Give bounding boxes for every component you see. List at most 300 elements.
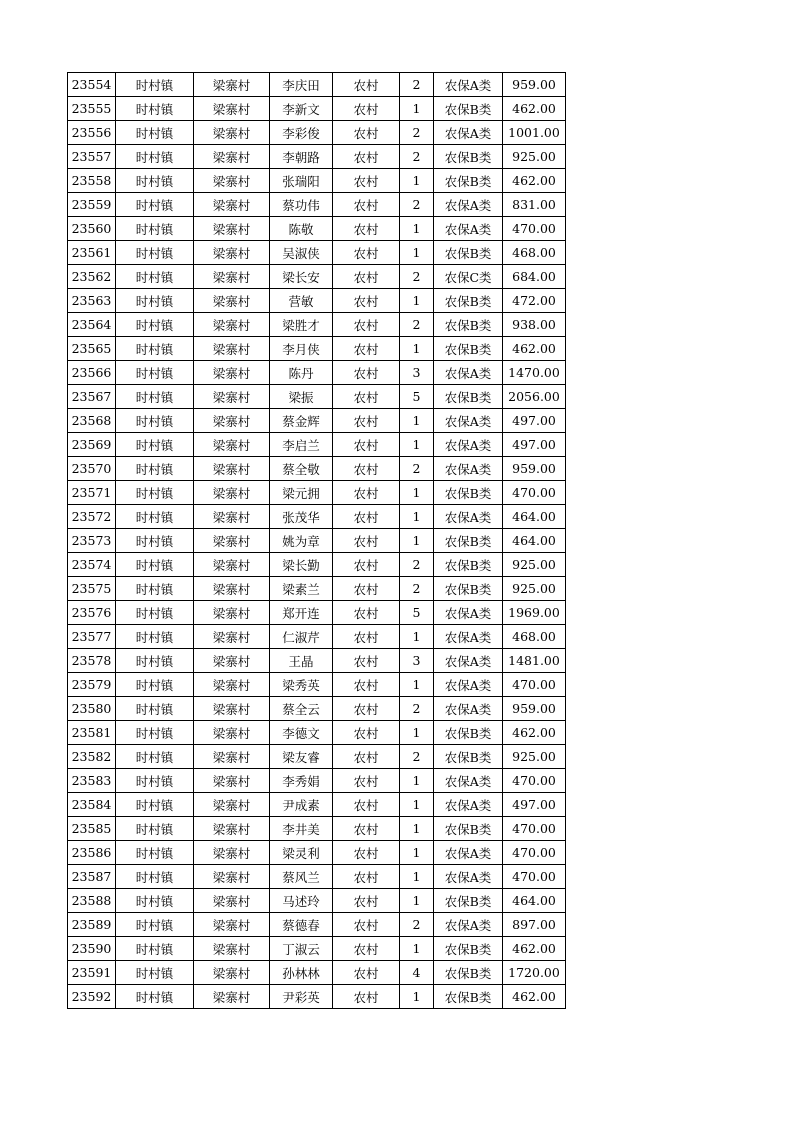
insurance-type-cell: 农保A类 <box>434 625 503 649</box>
name-cell: 李新文 <box>270 97 333 121</box>
village-cell: 梁寨村 <box>194 577 270 601</box>
village-cell: 梁寨村 <box>194 73 270 97</box>
name-cell: 孙林林 <box>270 961 333 985</box>
category-cell: 农村 <box>333 721 400 745</box>
town-cell: 时村镇 <box>116 505 194 529</box>
category-cell: 农村 <box>333 937 400 961</box>
name-cell: 梁元拥 <box>270 481 333 505</box>
insurance-type-cell: 农保A类 <box>434 193 503 217</box>
amount-cell: 1720.00 <box>503 961 566 985</box>
town-cell: 时村镇 <box>116 625 194 649</box>
town-cell: 时村镇 <box>116 601 194 625</box>
insurance-type-cell: 农保A类 <box>434 433 503 457</box>
household-size-cell: 2 <box>400 913 434 937</box>
insurance-type-cell: 农保B类 <box>434 745 503 769</box>
village-cell: 梁寨村 <box>194 601 270 625</box>
record-id-cell: 23589 <box>68 913 116 937</box>
town-cell: 时村镇 <box>116 529 194 553</box>
name-cell: 梁灵利 <box>270 841 333 865</box>
household-size-cell: 1 <box>400 721 434 745</box>
record-id-cell: 23569 <box>68 433 116 457</box>
household-size-cell: 5 <box>400 385 434 409</box>
category-cell: 农村 <box>333 865 400 889</box>
record-id-cell: 23566 <box>68 361 116 385</box>
table-row <box>68 457 566 481</box>
table-row <box>68 313 566 337</box>
name-cell: 梁秀英 <box>270 673 333 697</box>
table-row <box>68 361 566 385</box>
amount-cell: 938.00 <box>503 313 566 337</box>
category-cell: 农村 <box>333 265 400 289</box>
town-cell: 时村镇 <box>116 337 194 361</box>
amount-cell: 470.00 <box>503 865 566 889</box>
record-id-cell: 23555 <box>68 97 116 121</box>
town-cell: 时村镇 <box>116 961 194 985</box>
household-size-cell: 1 <box>400 865 434 889</box>
category-cell: 农村 <box>333 193 400 217</box>
town-cell: 时村镇 <box>116 841 194 865</box>
amount-cell: 468.00 <box>503 241 566 265</box>
village-cell: 梁寨村 <box>194 793 270 817</box>
insurance-type-cell: 农保A类 <box>434 913 503 937</box>
village-cell: 梁寨村 <box>194 841 270 865</box>
village-cell: 梁寨村 <box>194 457 270 481</box>
insurance-type-cell: 农保A类 <box>434 121 503 145</box>
table-row <box>68 601 566 625</box>
amount-cell: 684.00 <box>503 265 566 289</box>
name-cell: 梁长勤 <box>270 553 333 577</box>
category-cell: 农村 <box>333 217 400 241</box>
table-row <box>68 889 566 913</box>
category-cell: 农村 <box>333 481 400 505</box>
household-size-cell: 2 <box>400 577 434 601</box>
name-cell: 李启兰 <box>270 433 333 457</box>
amount-cell: 959.00 <box>503 73 566 97</box>
record-id-cell: 23580 <box>68 697 116 721</box>
village-cell: 梁寨村 <box>194 385 270 409</box>
name-cell: 蔡全敬 <box>270 457 333 481</box>
town-cell: 时村镇 <box>116 265 194 289</box>
village-cell: 梁寨村 <box>194 193 270 217</box>
record-id-cell: 23573 <box>68 529 116 553</box>
household-size-cell: 3 <box>400 649 434 673</box>
amount-cell: 1001.00 <box>503 121 566 145</box>
table-row <box>68 697 566 721</box>
name-cell: 梁长安 <box>270 265 333 289</box>
town-cell: 时村镇 <box>116 313 194 337</box>
insurance-type-cell: 农保A类 <box>434 505 503 529</box>
name-cell: 梁友睿 <box>270 745 333 769</box>
village-cell: 梁寨村 <box>194 217 270 241</box>
record-id-cell: 23576 <box>68 601 116 625</box>
name-cell: 李德文 <box>270 721 333 745</box>
table-row <box>68 481 566 505</box>
insurance-type-cell: 农保B类 <box>434 721 503 745</box>
village-cell: 梁寨村 <box>194 145 270 169</box>
amount-cell: 897.00 <box>503 913 566 937</box>
amount-cell: 462.00 <box>503 985 566 1009</box>
name-cell: 王晶 <box>270 649 333 673</box>
category-cell: 农村 <box>333 121 400 145</box>
category-cell: 农村 <box>333 793 400 817</box>
insurance-type-cell: 农保A类 <box>434 409 503 433</box>
record-id-cell: 23564 <box>68 313 116 337</box>
household-size-cell: 1 <box>400 841 434 865</box>
record-id-cell: 23568 <box>68 409 116 433</box>
record-id-cell: 23557 <box>68 145 116 169</box>
name-cell: 梁胜才 <box>270 313 333 337</box>
name-cell: 张瑞阳 <box>270 169 333 193</box>
amount-cell: 470.00 <box>503 673 566 697</box>
village-cell: 梁寨村 <box>194 817 270 841</box>
town-cell: 时村镇 <box>116 697 194 721</box>
record-id-cell: 23590 <box>68 937 116 961</box>
category-cell: 农村 <box>333 337 400 361</box>
household-size-cell: 1 <box>400 817 434 841</box>
amount-cell: 472.00 <box>503 289 566 313</box>
record-id-cell: 23554 <box>68 73 116 97</box>
insurance-type-cell: 农保B类 <box>434 577 503 601</box>
name-cell: 蔡功伟 <box>270 193 333 217</box>
household-size-cell: 1 <box>400 169 434 193</box>
town-cell: 时村镇 <box>116 409 194 433</box>
village-cell: 梁寨村 <box>194 313 270 337</box>
record-id-cell: 23561 <box>68 241 116 265</box>
town-cell: 时村镇 <box>116 433 194 457</box>
record-id-cell: 23577 <box>68 625 116 649</box>
household-size-cell: 2 <box>400 697 434 721</box>
name-cell: 丁淑云 <box>270 937 333 961</box>
village-cell: 梁寨村 <box>194 625 270 649</box>
category-cell: 农村 <box>333 169 400 193</box>
record-id-cell: 23565 <box>68 337 116 361</box>
insurance-type-cell: 农保A类 <box>434 673 503 697</box>
household-size-cell: 1 <box>400 433 434 457</box>
village-cell: 梁寨村 <box>194 529 270 553</box>
household-size-cell: 1 <box>400 937 434 961</box>
village-cell: 梁寨村 <box>194 265 270 289</box>
record-id-cell: 23578 <box>68 649 116 673</box>
category-cell: 农村 <box>333 289 400 313</box>
insurance-type-cell: 农保A类 <box>434 697 503 721</box>
insurance-type-cell: 农保A类 <box>434 649 503 673</box>
town-cell: 时村镇 <box>116 721 194 745</box>
record-id-cell: 23584 <box>68 793 116 817</box>
record-id-cell: 23570 <box>68 457 116 481</box>
table-row <box>68 553 566 577</box>
category-cell: 农村 <box>333 961 400 985</box>
town-cell: 时村镇 <box>116 217 194 241</box>
category-cell: 农村 <box>333 97 400 121</box>
table-row <box>68 745 566 769</box>
table-row <box>68 289 566 313</box>
village-cell: 梁寨村 <box>194 961 270 985</box>
name-cell: 李庆田 <box>270 73 333 97</box>
record-id-cell: 23563 <box>68 289 116 313</box>
village-cell: 梁寨村 <box>194 673 270 697</box>
village-cell: 梁寨村 <box>194 889 270 913</box>
table-row <box>68 265 566 289</box>
village-cell: 梁寨村 <box>194 409 270 433</box>
name-cell: 尹成素 <box>270 793 333 817</box>
table-row <box>68 385 566 409</box>
category-cell: 农村 <box>333 529 400 553</box>
village-cell: 梁寨村 <box>194 937 270 961</box>
insurance-type-cell: 农保A类 <box>434 361 503 385</box>
name-cell: 陈丹 <box>270 361 333 385</box>
table-row <box>68 721 566 745</box>
insurance-type-cell: 农保B类 <box>434 145 503 169</box>
name-cell: 张茂华 <box>270 505 333 529</box>
village-cell: 梁寨村 <box>194 649 270 673</box>
town-cell: 时村镇 <box>116 673 194 697</box>
village-cell: 梁寨村 <box>194 745 270 769</box>
insurance-type-cell: 农保B类 <box>434 241 503 265</box>
table-row <box>68 865 566 889</box>
record-id-cell: 23562 <box>68 265 116 289</box>
amount-cell: 497.00 <box>503 433 566 457</box>
household-size-cell: 1 <box>400 97 434 121</box>
record-id-cell: 23559 <box>68 193 116 217</box>
name-cell: 李朝路 <box>270 145 333 169</box>
town-cell: 时村镇 <box>116 73 194 97</box>
table-row <box>68 505 566 529</box>
household-size-cell: 2 <box>400 265 434 289</box>
category-cell: 农村 <box>333 553 400 577</box>
table-row <box>68 793 566 817</box>
town-cell: 时村镇 <box>116 169 194 193</box>
household-size-cell: 1 <box>400 409 434 433</box>
amount-cell: 831.00 <box>503 193 566 217</box>
village-cell: 梁寨村 <box>194 481 270 505</box>
household-size-cell: 1 <box>400 289 434 313</box>
name-cell: 陈敬 <box>270 217 333 241</box>
name-cell: 李彩俊 <box>270 121 333 145</box>
insurance-type-cell: 农保B类 <box>434 313 503 337</box>
amount-cell: 959.00 <box>503 697 566 721</box>
insurance-type-cell: 农保A类 <box>434 457 503 481</box>
insurance-type-cell: 农保A类 <box>434 73 503 97</box>
insurance-type-cell: 农保B类 <box>434 169 503 193</box>
table-row <box>68 73 566 97</box>
amount-cell: 2056.00 <box>503 385 566 409</box>
village-cell: 梁寨村 <box>194 721 270 745</box>
table-row <box>68 913 566 937</box>
household-size-cell: 1 <box>400 529 434 553</box>
record-id-cell: 23587 <box>68 865 116 889</box>
name-cell: 吴淑侠 <box>270 241 333 265</box>
household-size-cell: 1 <box>400 673 434 697</box>
town-cell: 时村镇 <box>116 817 194 841</box>
category-cell: 农村 <box>333 889 400 913</box>
amount-cell: 464.00 <box>503 505 566 529</box>
town-cell: 时村镇 <box>116 457 194 481</box>
category-cell: 农村 <box>333 841 400 865</box>
household-size-cell: 1 <box>400 481 434 505</box>
insurance-type-cell: 农保A类 <box>434 793 503 817</box>
name-cell: 李井美 <box>270 817 333 841</box>
category-cell: 农村 <box>333 913 400 937</box>
table-row <box>68 145 566 169</box>
table-row <box>68 817 566 841</box>
table-row <box>68 649 566 673</box>
record-id-cell: 23571 <box>68 481 116 505</box>
category-cell: 农村 <box>333 697 400 721</box>
village-cell: 梁寨村 <box>194 361 270 385</box>
category-cell: 农村 <box>333 577 400 601</box>
name-cell: 马述玲 <box>270 889 333 913</box>
amount-cell: 959.00 <box>503 457 566 481</box>
table-row <box>68 217 566 241</box>
household-size-cell: 1 <box>400 505 434 529</box>
insurance-type-cell: 农保A类 <box>434 769 503 793</box>
town-cell: 时村镇 <box>116 793 194 817</box>
insurance-type-cell: 农保B类 <box>434 481 503 505</box>
table-row <box>68 673 566 697</box>
insurance-type-cell: 农保B类 <box>434 289 503 313</box>
category-cell: 农村 <box>333 361 400 385</box>
village-cell: 梁寨村 <box>194 241 270 265</box>
household-size-cell: 2 <box>400 193 434 217</box>
table-row <box>68 577 566 601</box>
category-cell: 农村 <box>333 745 400 769</box>
category-cell: 农村 <box>333 385 400 409</box>
town-cell: 时村镇 <box>116 193 194 217</box>
village-cell: 梁寨村 <box>194 697 270 721</box>
category-cell: 农村 <box>333 985 400 1009</box>
amount-cell: 497.00 <box>503 793 566 817</box>
category-cell: 农村 <box>333 145 400 169</box>
table-row <box>68 769 566 793</box>
insurance-type-cell: 农保C类 <box>434 265 503 289</box>
household-size-cell: 2 <box>400 553 434 577</box>
amount-cell: 470.00 <box>503 841 566 865</box>
table-body <box>68 73 566 1009</box>
household-size-cell: 1 <box>400 217 434 241</box>
insurance-type-cell: 农保B类 <box>434 529 503 553</box>
household-size-cell: 2 <box>400 745 434 769</box>
record-id-cell: 23574 <box>68 553 116 577</box>
household-size-cell: 1 <box>400 985 434 1009</box>
amount-cell: 464.00 <box>503 889 566 913</box>
amount-cell: 497.00 <box>503 409 566 433</box>
town-cell: 时村镇 <box>116 289 194 313</box>
amount-cell: 1481.00 <box>503 649 566 673</box>
insurance-type-cell: 农保B类 <box>434 817 503 841</box>
village-cell: 梁寨村 <box>194 769 270 793</box>
table-row <box>68 985 566 1009</box>
insurance-type-cell: 农保A类 <box>434 841 503 865</box>
town-cell: 时村镇 <box>116 145 194 169</box>
household-size-cell: 1 <box>400 889 434 913</box>
household-size-cell: 2 <box>400 145 434 169</box>
table-row <box>68 961 566 985</box>
record-id-cell: 23582 <box>68 745 116 769</box>
town-cell: 时村镇 <box>116 865 194 889</box>
name-cell: 营敏 <box>270 289 333 313</box>
village-cell: 梁寨村 <box>194 121 270 145</box>
household-size-cell: 2 <box>400 313 434 337</box>
village-cell: 梁寨村 <box>194 433 270 457</box>
table-row <box>68 121 566 145</box>
amount-cell: 464.00 <box>503 529 566 553</box>
category-cell: 农村 <box>333 505 400 529</box>
town-cell: 时村镇 <box>116 385 194 409</box>
category-cell: 农村 <box>333 433 400 457</box>
town-cell: 时村镇 <box>116 481 194 505</box>
household-size-cell: 3 <box>400 361 434 385</box>
amount-cell: 462.00 <box>503 337 566 361</box>
record-id-cell: 23583 <box>68 769 116 793</box>
town-cell: 时村镇 <box>116 769 194 793</box>
amount-cell: 1969.00 <box>503 601 566 625</box>
category-cell: 农村 <box>333 769 400 793</box>
household-size-cell: 2 <box>400 121 434 145</box>
name-cell: 尹彩英 <box>270 985 333 1009</box>
household-size-cell: 5 <box>400 601 434 625</box>
category-cell: 农村 <box>333 625 400 649</box>
insurance-type-cell: 农保B类 <box>434 961 503 985</box>
name-cell: 蔡风兰 <box>270 865 333 889</box>
insurance-type-cell: 农保B类 <box>434 937 503 961</box>
household-size-cell: 2 <box>400 73 434 97</box>
amount-cell: 925.00 <box>503 577 566 601</box>
amount-cell: 1470.00 <box>503 361 566 385</box>
town-cell: 时村镇 <box>116 553 194 577</box>
village-cell: 梁寨村 <box>194 913 270 937</box>
category-cell: 农村 <box>333 601 400 625</box>
category-cell: 农村 <box>333 457 400 481</box>
town-cell: 时村镇 <box>116 649 194 673</box>
village-cell: 梁寨村 <box>194 985 270 1009</box>
table-row <box>68 193 566 217</box>
name-cell: 郑开连 <box>270 601 333 625</box>
category-cell: 农村 <box>333 649 400 673</box>
household-size-cell: 1 <box>400 625 434 649</box>
amount-cell: 925.00 <box>503 553 566 577</box>
village-cell: 梁寨村 <box>194 169 270 193</box>
record-id-cell: 23586 <box>68 841 116 865</box>
village-cell: 梁寨村 <box>194 505 270 529</box>
town-cell: 时村镇 <box>116 913 194 937</box>
amount-cell: 925.00 <box>503 745 566 769</box>
town-cell: 时村镇 <box>116 745 194 769</box>
insurance-type-cell: 农保A类 <box>434 601 503 625</box>
record-id-cell: 23558 <box>68 169 116 193</box>
insurance-type-cell: 农保A类 <box>434 217 503 241</box>
record-id-cell: 23581 <box>68 721 116 745</box>
town-cell: 时村镇 <box>116 121 194 145</box>
village-cell: 梁寨村 <box>194 865 270 889</box>
household-size-cell: 1 <box>400 793 434 817</box>
household-size-cell: 4 <box>400 961 434 985</box>
household-size-cell: 1 <box>400 241 434 265</box>
amount-cell: 470.00 <box>503 817 566 841</box>
record-id-cell: 23560 <box>68 217 116 241</box>
record-id-cell: 23592 <box>68 985 116 1009</box>
category-cell: 农村 <box>333 817 400 841</box>
table-row <box>68 625 566 649</box>
table-row <box>68 937 566 961</box>
name-cell: 姚为章 <box>270 529 333 553</box>
table-row <box>68 169 566 193</box>
table-row <box>68 337 566 361</box>
amount-cell: 462.00 <box>503 937 566 961</box>
household-size-cell: 1 <box>400 769 434 793</box>
insurance-type-cell: 农保B类 <box>434 985 503 1009</box>
town-cell: 时村镇 <box>116 937 194 961</box>
name-cell: 蔡德春 <box>270 913 333 937</box>
